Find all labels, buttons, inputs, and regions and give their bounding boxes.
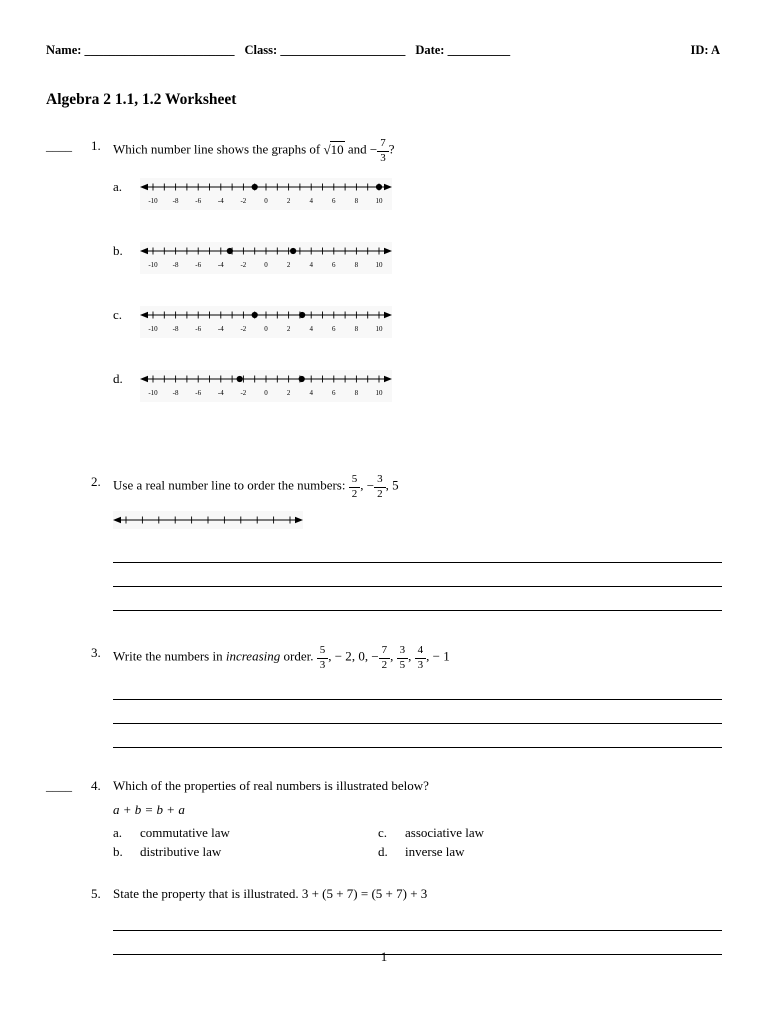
svg-text:6: 6 (332, 197, 336, 206)
svg-text:4: 4 (309, 325, 313, 334)
q1-number: 1. (91, 138, 101, 154)
svg-text:4: 4 (309, 197, 313, 206)
number-line-graph-c (140, 306, 392, 338)
q1-choice-d (113, 370, 722, 402)
choice-a-label: a. (113, 179, 123, 195)
q4-answer-blank: ____ (46, 777, 72, 793)
comma: , (364, 649, 369, 665)
value-three-fifths: $\frac{3}{5}$ (397, 649, 409, 664)
svg-text:8: 8 (354, 389, 359, 398)
answer-rule-line (113, 587, 722, 611)
choice-d-text: inverse law (405, 843, 465, 859)
svg-text:-2: -2 (240, 261, 247, 270)
answer-rule-line (113, 724, 722, 748)
svg-text:2: 2 (286, 197, 291, 206)
svg-text:8: 8 (354, 197, 359, 206)
q3-prompt (113, 645, 722, 671)
svg-text:6: 6 (332, 389, 336, 398)
date-label: Date: (415, 43, 445, 57)
q4-prompt: Which of the properties of real numbers is illustrated below? (113, 777, 429, 793)
comma: , (408, 649, 412, 665)
svg-text:4: 4 (309, 261, 313, 270)
comma: , (426, 649, 430, 665)
comma: , (328, 649, 332, 665)
q2-prompt-text: Use a real number line to order the numbers: (113, 478, 346, 494)
q5-answer-lines (113, 907, 722, 955)
svg-text:10: 10 (375, 325, 383, 334)
comma: , (360, 478, 364, 494)
question-1 (46, 138, 722, 434)
class-label: Class: (244, 43, 278, 57)
q5-number: 5. (91, 886, 101, 902)
answer-rule-line (113, 676, 722, 700)
q3-answer-lines (113, 676, 722, 748)
question-5 (46, 886, 722, 954)
svg-text:10: 10 (375, 197, 383, 206)
date-blank-line: __________ (447, 43, 511, 57)
number-line-graph-d (140, 370, 392, 402)
q1-conjunction: and (347, 141, 367, 157)
date-field (415, 42, 510, 58)
svg-text:0: 0 (264, 261, 268, 270)
svg-text:-6: -6 (195, 197, 202, 206)
q4-choices (113, 825, 722, 861)
number-line-graph-b (140, 242, 392, 274)
name-blank-line: ________________________ (84, 43, 235, 57)
name-label: Name: (46, 43, 82, 57)
svg-text:-4: -4 (217, 261, 224, 270)
question-4 (46, 778, 722, 861)
choice-b-text: distributive law (140, 843, 222, 859)
svg-text:0: 0 (264, 325, 268, 334)
choice-d-label: d. (378, 843, 388, 859)
comma: , (351, 649, 356, 665)
answer-rule-line (113, 539, 722, 563)
svg-text:2: 2 (286, 389, 291, 398)
sqrt-10-expression: √10 (323, 141, 344, 157)
q1-prompt (113, 138, 722, 164)
svg-text:-2: -2 (240, 389, 247, 398)
q1-prompt-after: ? (388, 141, 395, 157)
svg-text:10: 10 (375, 261, 383, 270)
svg-text:6: 6 (332, 261, 336, 270)
choice-c-text: associative law (405, 824, 485, 840)
choice-b-label: b. (113, 243, 123, 259)
svg-text:8: 8 (354, 261, 359, 270)
comma: , (385, 478, 389, 494)
page-header (46, 42, 722, 58)
value-five: 5 (392, 478, 399, 494)
q4-number: 4. (91, 777, 101, 793)
q2-number: 2. (91, 474, 101, 490)
svg-text:-10: -10 (148, 389, 158, 398)
svg-text:-6: -6 (195, 261, 202, 270)
q2-prompt (113, 474, 722, 500)
q4-choice-c (378, 825, 722, 842)
fraction-neg-seven-thirds: − $\frac{7}{3}$ (370, 142, 389, 157)
svg-text:8: 8 (354, 325, 359, 334)
number-line-graph-a (140, 178, 392, 210)
q4-choice-b (113, 844, 378, 861)
choice-d-label: d. (113, 371, 123, 387)
q1-answer-blank: ____ (46, 138, 72, 154)
svg-text:-8: -8 (172, 197, 179, 206)
svg-text:6: 6 (332, 325, 336, 334)
value-neg-seven-halves: − $\frac{7}{2}$ (371, 649, 390, 664)
svg-text:-8: -8 (172, 261, 179, 270)
svg-text:2: 2 (286, 261, 291, 270)
q3-prompt-after: order. (283, 649, 314, 665)
choice-a-text: commutative law (140, 824, 230, 840)
svg-text:-10: -10 (148, 325, 158, 334)
q3-number: 3. (91, 645, 101, 661)
class-blank-line: ____________________ (280, 43, 406, 57)
svg-text:10: 10 (375, 389, 383, 398)
svg-text:-6: -6 (195, 389, 202, 398)
q1-choices (113, 178, 722, 402)
page-number: 1 (380, 949, 388, 965)
value-neg-three-halves: − $\frac{3}{2}$ (367, 478, 386, 493)
question-3 (46, 645, 722, 747)
worksheet-title: Algebra 2 1.1, 1.2 Worksheet (46, 91, 237, 109)
answer-rule-line (113, 700, 722, 724)
svg-text:-8: -8 (172, 325, 179, 334)
blank-number-line (113, 511, 303, 529)
value-neg-two: − 2 (334, 649, 352, 665)
svg-text:4: 4 (309, 389, 313, 398)
svg-text:-2: -2 (240, 197, 247, 206)
value-five-halves: $\frac{5}{2}$ (349, 478, 361, 493)
question-2 (46, 474, 722, 611)
q1-choice-c (113, 306, 722, 338)
choice-c-label: c. (378, 824, 388, 840)
q2-answer-lines (113, 539, 722, 611)
q4-choice-a (113, 825, 378, 842)
value-zero: 0 (358, 649, 365, 665)
q5-prompt: State the property that is illustrated. 3 + (5 + 7) = (5 + 7) + 3 (113, 886, 428, 902)
choice-b-label: b. (113, 843, 123, 859)
id-label: ID: A (690, 43, 720, 57)
value-four-thirds: $\frac{4}{3}$ (415, 649, 427, 664)
svg-text:-6: -6 (195, 325, 202, 334)
q1-choice-a (113, 178, 722, 210)
choice-c-label: c. (113, 307, 123, 323)
q1-choice-b (113, 242, 722, 274)
svg-text:0: 0 (264, 389, 268, 398)
svg-text:-4: -4 (217, 197, 224, 206)
choice-a-label: a. (113, 824, 123, 840)
svg-text:0: 0 (264, 197, 268, 206)
comma: , (390, 649, 394, 665)
svg-text:-10: -10 (148, 197, 158, 206)
q3-prompt-before: Write the numbers in (113, 649, 223, 665)
q4-equation: a + b = b + a (113, 801, 185, 817)
svg-text:-8: -8 (172, 389, 179, 398)
svg-text:2: 2 (286, 325, 291, 334)
q4-choice-d (378, 844, 722, 861)
svg-text:-2: -2 (240, 325, 247, 334)
radical-sign: √ (323, 141, 331, 157)
value-five-thirds: $\frac{5}{3}$ (317, 649, 329, 664)
q1-prompt-before: Which number line shows the graphs of (113, 141, 321, 157)
svg-text:-10: -10 (148, 261, 158, 270)
name-field (46, 42, 235, 58)
svg-text:-4: -4 (217, 389, 224, 398)
q3-emphasis: increasing (225, 649, 281, 665)
class-field (245, 42, 406, 58)
value-neg-one: − 1 (432, 649, 450, 665)
answer-rule-line (113, 563, 722, 587)
answer-rule-line (113, 907, 722, 931)
svg-text:-4: -4 (217, 325, 224, 334)
